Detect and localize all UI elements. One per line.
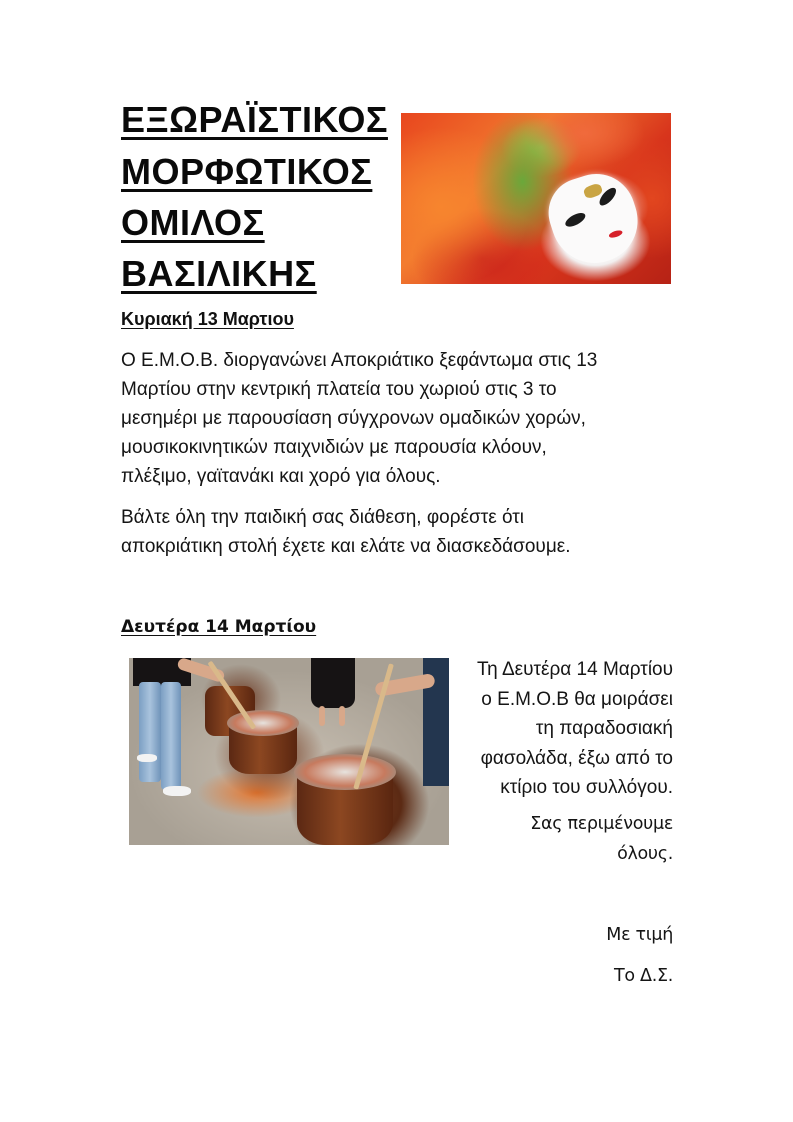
mask-lips bbox=[608, 229, 623, 239]
cooking-pots-image bbox=[129, 658, 449, 845]
paragraph-bean-soup bbox=[477, 655, 673, 803]
paragraph-line: κτίριο του συλλόγου. bbox=[500, 777, 673, 798]
paragraph-invite bbox=[530, 809, 673, 869]
paragraph-line: Μαρτίου στην κεντρική πλατεία του χωριού στις 3 το bbox=[121, 379, 557, 400]
closing-salutation: Με τιμή bbox=[606, 925, 673, 945]
paragraph-line: Σας περιμένουμε bbox=[530, 814, 673, 834]
closing-signature: Το Δ.Σ. bbox=[613, 966, 673, 986]
front-pot-rim bbox=[294, 754, 396, 790]
person-leg bbox=[161, 682, 181, 790]
paragraph-line: πλέξιμο, γαϊτανάκι και χορό για όλους. bbox=[121, 466, 441, 487]
paragraph-line: φασολάδα, έξω από το bbox=[480, 747, 673, 769]
title-line-1: ΕΞΩΡΑΪΣΤΙΚΟΣ bbox=[121, 99, 388, 140]
section-heading-sunday: Κυριακή 13 Μαρτιου bbox=[121, 309, 294, 329]
title-line-2: ΜΟΡΦΩΤΙΚΟΣ bbox=[121, 151, 373, 192]
paragraph-line: αποκριάτικη στολή έχετε και ελάτε να διασκεδάσουμε. bbox=[121, 536, 571, 557]
mask-eye-left bbox=[563, 210, 587, 229]
paragraph-line: όλους. bbox=[617, 844, 673, 864]
middle-pot-rim bbox=[227, 710, 299, 736]
paragraph-line: μεσημέρι με παρουσίαση σύγχρονων ομαδικών χορών, bbox=[121, 408, 586, 429]
paragraph-line: ο Ε.Μ.Ο.Β θα μοιράσει bbox=[481, 688, 673, 710]
title-line-4: ΒΑΣΙΛΙΚΗΣ bbox=[121, 253, 317, 294]
person-leg bbox=[139, 682, 161, 782]
carnival-mask-image bbox=[401, 113, 671, 284]
paragraph-costume-invite bbox=[121, 503, 681, 561]
section-heading-monday: Δευτέρα 14 Μαρτίου bbox=[121, 617, 317, 637]
person-leg bbox=[339, 706, 345, 726]
shoe bbox=[137, 754, 157, 762]
paragraph-line: Τη Δευτέρα 14 Μαρτίου bbox=[476, 659, 673, 680]
title-line-3: ΟΜΙΛΟΣ bbox=[121, 202, 265, 243]
paragraph-line: μουσικοκινητικών παιχνιδιών με παρουσία κλόουν, bbox=[121, 437, 547, 458]
shoe bbox=[163, 786, 191, 796]
person-skirt bbox=[311, 658, 355, 708]
paragraph-line: τη παραδοσιακή bbox=[535, 718, 673, 739]
paragraph-line: Βάλτε όλη την παιδική σας διάθεση, φορέστε ότι bbox=[121, 507, 524, 528]
paragraph-line: Ο Ε.Μ.Ο.Β. διοργανώνει Αποκριάτικο ξεφάντωμα στις 13 bbox=[121, 350, 598, 371]
mask-face bbox=[540, 164, 649, 274]
person-leg bbox=[319, 706, 325, 726]
paragraph-event-description bbox=[121, 346, 681, 491]
